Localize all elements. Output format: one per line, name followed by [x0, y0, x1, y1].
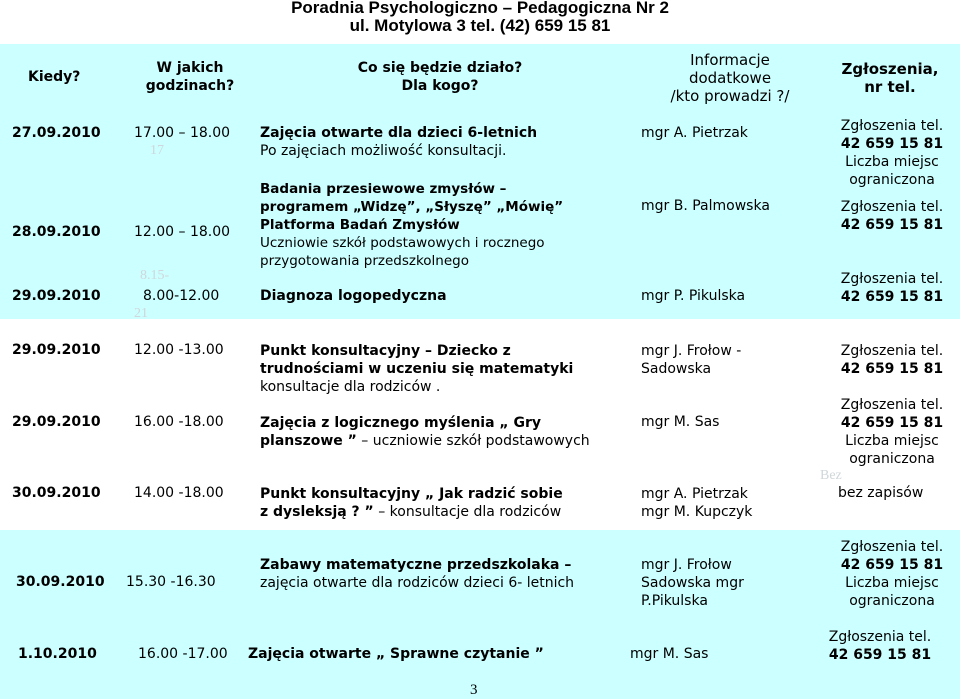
row-title: Punkt konsultacyjny – Dziecko z trudnościami w uczeniu się matematyki konsultacje dla rodziców .	[260, 343, 574, 395]
row-registration: bez zapisów	[838, 485, 924, 501]
row-time: 15.30 -16.30	[126, 574, 216, 590]
row-title: Zajęcia z logicznego myślenia „ Gry planszowe ” – uczniowie szkół podstawowych	[260, 415, 590, 449]
row-time: 17.00 – 18.00	[134, 125, 231, 141]
row-lead: mgr A. Pietrzak mgr M. Kupczyk	[641, 486, 753, 520]
col-info: Informacje dodatkowe /kto prowadzi ?/	[670, 51, 790, 105]
row-registration: Zgłoszenia tel. 42 659 15 81 Liczba miejsc ograniczona	[840, 397, 944, 467]
row-registration: Zgłoszenia tel. 42 659 15 81 Liczba miejsc ograniczona	[840, 118, 944, 188]
row-lead: mgr B. Palmowska	[641, 198, 770, 214]
row-date: 1.10.2010	[18, 646, 97, 662]
header-title: Poradnia Psychologiczno – Pedagogiczna Nr 2	[291, 0, 669, 17]
row-lead: mgr M. Sas	[641, 414, 720, 430]
row-registration: Zgłoszenia tel. 42 659 15 81	[828, 629, 932, 663]
row-registration: Zgłoszenia tel. 42 659 15 81	[840, 343, 944, 377]
col-what: Co się będzie działo? Dla kogo?	[357, 60, 523, 94]
row-time: 8.00-12.00	[143, 288, 220, 304]
row-title: Zabawy matematyczne przedszkolaka – zajęcia otwarte dla rodziców dzieci 6- letnich	[260, 557, 575, 591]
row-time: 14.00 -18.00	[134, 485, 224, 501]
row-desc: Po zajęciach możliwość konsultacji.	[260, 143, 507, 159]
row-title: Diagnoza logopedyczna	[260, 288, 447, 304]
row-title: Zajęcia otwarte „ Sprawne czytanie ”	[248, 646, 544, 662]
col-when: Kiedy?	[28, 69, 81, 85]
row-lead: mgr J. Frołow Sadowska mgr P.Pikulska	[641, 557, 744, 609]
page-number: 3	[470, 682, 478, 698]
row-time: 16.00 -17.00	[138, 646, 228, 662]
row-lead: mgr P. Pikulska	[641, 288, 746, 304]
ghost-text: 8.15-	[140, 268, 170, 283]
row-lead: mgr J. Frołow - Sadowska	[641, 343, 742, 377]
row-registration: Zgłoszenia tel. 42 659 15 81	[840, 199, 944, 233]
header-address: ul. Motylowa 3 tel. (42) 659 15 81	[349, 16, 611, 35]
row-title: Zajęcia otwarte dla dzieci 6-letnich	[260, 125, 538, 141]
ghost-text: Bez	[820, 468, 842, 483]
row-registration: Zgłoszenia tel. 42 659 15 81	[840, 271, 944, 305]
row-title: Badania przesiewowe zmysłów – programem „Widzę”, „Słyszę” „Mówię” Platforma Badań Zmysłów Uczniowie szkół podstawowych i rocznego przygotowania przedszkolnego	[260, 181, 564, 269]
row-title: Punkt konsultacyjny „ Jak radzić sobie z dysleksją ? ” – konsultacje dla rodziców	[260, 486, 563, 520]
row-lead: mgr A. Pietrzak	[641, 125, 748, 141]
row-date: 29.09.2010	[12, 342, 101, 358]
row-date: 29.09.2010	[12, 288, 101, 304]
row-date: 29.09.2010	[12, 414, 101, 430]
col-registration: Zgłoszenia, nr tel.	[841, 60, 939, 96]
row-time: 12.00 – 18.00	[134, 224, 231, 240]
col-hours: W jakich godzinach?	[145, 60, 235, 94]
row-time: 12.00 -13.00	[134, 342, 224, 358]
row-date: 30.09.2010	[12, 485, 101, 501]
row-date: 28.09.2010	[12, 224, 101, 240]
row-registration: Zgłoszenia tel. 42 659 15 81 Liczba miejsc ograniczona	[840, 539, 944, 609]
row-date: 30.09.2010	[16, 574, 105, 590]
ghost-text: 21	[134, 306, 148, 321]
row-date: 27.09.2010	[12, 125, 101, 141]
row-lead: mgr M. Sas	[630, 646, 709, 662]
ghost-text: 17	[150, 143, 164, 158]
row-time: 16.00 -18.00	[134, 414, 224, 430]
